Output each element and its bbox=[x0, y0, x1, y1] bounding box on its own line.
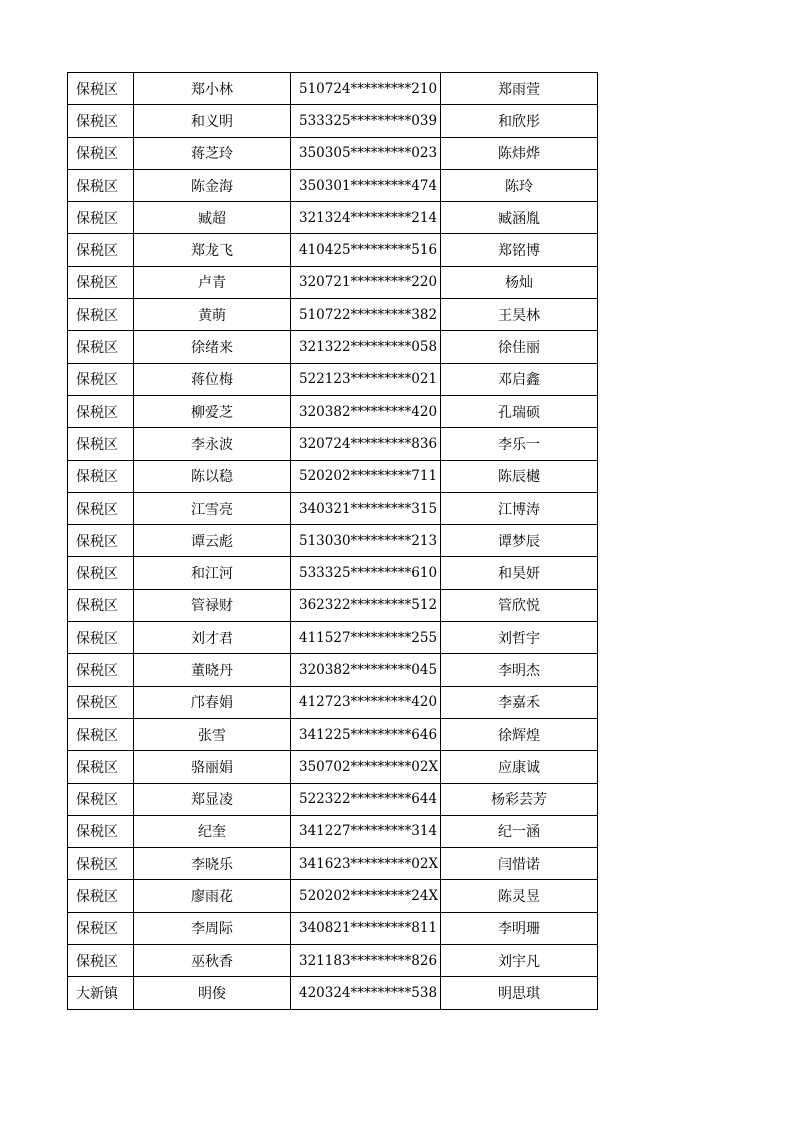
id-number-cell: 513030*********213 bbox=[291, 525, 441, 557]
name-cell: 骆丽娟 bbox=[134, 751, 291, 783]
child-name-cell: 和欣彤 bbox=[441, 105, 598, 137]
id-number-cell: 320724*********836 bbox=[291, 428, 441, 460]
child-name-cell: 纪一涵 bbox=[441, 815, 598, 847]
id-number-cell: 320382*********045 bbox=[291, 654, 441, 686]
table-row bbox=[68, 202, 598, 234]
child-name-cell: 李嘉禾 bbox=[441, 686, 598, 718]
child-name-cell: 江博涛 bbox=[441, 492, 598, 524]
child-name-cell: 杨彩芸芳 bbox=[441, 783, 598, 815]
id-number-cell: 420324*********538 bbox=[291, 977, 441, 1009]
region-cell: 保税区 bbox=[68, 331, 134, 363]
child-name-cell: 陈玲 bbox=[441, 169, 598, 201]
child-name-cell: 郑铭博 bbox=[441, 234, 598, 266]
region-cell: 保税区 bbox=[68, 395, 134, 427]
name-cell: 黄萌 bbox=[134, 299, 291, 331]
table-row bbox=[68, 331, 598, 363]
id-number-cell: 520202*********24X bbox=[291, 880, 441, 912]
region-cell: 保税区 bbox=[68, 234, 134, 266]
name-cell: 巫秋香 bbox=[134, 945, 291, 977]
id-number-cell: 350702*********02X bbox=[291, 751, 441, 783]
id-number-cell: 350305*********023 bbox=[291, 137, 441, 169]
region-cell: 保税区 bbox=[68, 557, 134, 589]
table-row bbox=[68, 945, 598, 977]
table-row bbox=[68, 428, 598, 460]
name-cell: 刘才君 bbox=[134, 622, 291, 654]
table-row bbox=[68, 169, 598, 201]
id-number-cell: 533325*********610 bbox=[291, 557, 441, 589]
table-row bbox=[68, 977, 598, 1009]
region-cell: 保税区 bbox=[68, 654, 134, 686]
region-cell: 保税区 bbox=[68, 880, 134, 912]
name-cell: 陈以稳 bbox=[134, 460, 291, 492]
child-name-cell: 应康诚 bbox=[441, 751, 598, 783]
name-cell: 蒋位梅 bbox=[134, 363, 291, 395]
region-cell: 大新镇 bbox=[68, 977, 134, 1009]
region-cell: 保税区 bbox=[68, 686, 134, 718]
name-cell: 卢青 bbox=[134, 266, 291, 298]
region-cell: 保税区 bbox=[68, 848, 134, 880]
child-name-cell: 李明杰 bbox=[441, 654, 598, 686]
table-row bbox=[68, 557, 598, 589]
id-number-cell: 320721*********220 bbox=[291, 266, 441, 298]
region-cell: 保税区 bbox=[68, 363, 134, 395]
table-row bbox=[68, 589, 598, 621]
name-cell: 郑小林 bbox=[134, 73, 291, 105]
table-row bbox=[68, 880, 598, 912]
table-row bbox=[68, 363, 598, 395]
name-cell: 管禄财 bbox=[134, 589, 291, 621]
id-number-cell: 341225*********646 bbox=[291, 718, 441, 750]
id-number-cell: 362322*********512 bbox=[291, 589, 441, 621]
region-cell: 保税区 bbox=[68, 460, 134, 492]
name-cell: 李周际 bbox=[134, 912, 291, 944]
name-cell: 李永波 bbox=[134, 428, 291, 460]
name-cell: 徐绪来 bbox=[134, 331, 291, 363]
name-cell: 董晓丹 bbox=[134, 654, 291, 686]
id-number-cell: 520202*********711 bbox=[291, 460, 441, 492]
table-row bbox=[68, 622, 598, 654]
table-row bbox=[68, 654, 598, 686]
name-cell: 江雪亮 bbox=[134, 492, 291, 524]
region-cell: 保税区 bbox=[68, 589, 134, 621]
name-cell: 明俊 bbox=[134, 977, 291, 1009]
region-cell: 保税区 bbox=[68, 815, 134, 847]
id-number-cell: 522322*********644 bbox=[291, 783, 441, 815]
child-name-cell: 陈灵昱 bbox=[441, 880, 598, 912]
table-row bbox=[68, 718, 598, 750]
id-number-cell: 320382*********420 bbox=[291, 395, 441, 427]
table-row bbox=[68, 492, 598, 524]
roster-rows bbox=[68, 73, 598, 1010]
region-cell: 保税区 bbox=[68, 751, 134, 783]
child-name-cell: 刘宇凡 bbox=[441, 945, 598, 977]
id-number-cell: 510724*********210 bbox=[291, 73, 441, 105]
name-cell: 廖雨花 bbox=[134, 880, 291, 912]
id-number-cell: 350301*********474 bbox=[291, 169, 441, 201]
child-name-cell: 陈炜烨 bbox=[441, 137, 598, 169]
name-cell: 李晓乐 bbox=[134, 848, 291, 880]
id-number-cell: 510722*********382 bbox=[291, 299, 441, 331]
region-cell: 保税区 bbox=[68, 622, 134, 654]
name-cell: 纪奎 bbox=[134, 815, 291, 847]
child-name-cell: 李明珊 bbox=[441, 912, 598, 944]
table-row bbox=[68, 525, 598, 557]
name-cell: 柳爱芝 bbox=[134, 395, 291, 427]
id-number-cell: 340321*********315 bbox=[291, 492, 441, 524]
region-cell: 保税区 bbox=[68, 137, 134, 169]
region-cell: 保税区 bbox=[68, 492, 134, 524]
table-row bbox=[68, 686, 598, 718]
table-row bbox=[68, 912, 598, 944]
table-row bbox=[68, 266, 598, 298]
child-name-cell: 郑雨萱 bbox=[441, 73, 598, 105]
child-name-cell: 王昊林 bbox=[441, 299, 598, 331]
child-name-cell: 刘哲宇 bbox=[441, 622, 598, 654]
table-row bbox=[68, 299, 598, 331]
region-cell: 保税区 bbox=[68, 718, 134, 750]
child-name-cell: 谭梦辰 bbox=[441, 525, 598, 557]
child-name-cell: 明思琪 bbox=[441, 977, 598, 1009]
id-number-cell: 341623*********02X bbox=[291, 848, 441, 880]
region-cell: 保税区 bbox=[68, 202, 134, 234]
id-number-cell: 321322*********058 bbox=[291, 331, 441, 363]
region-cell: 保税区 bbox=[68, 299, 134, 331]
id-number-cell: 533325*********039 bbox=[291, 105, 441, 137]
region-cell: 保税区 bbox=[68, 783, 134, 815]
name-cell: 和义明 bbox=[134, 105, 291, 137]
name-cell: 蒋芝玲 bbox=[134, 137, 291, 169]
table-row bbox=[68, 234, 598, 266]
child-name-cell: 孔瑞硕 bbox=[441, 395, 598, 427]
id-number-cell: 321324*********214 bbox=[291, 202, 441, 234]
region-cell: 保税区 bbox=[68, 912, 134, 944]
id-number-cell: 321183*********826 bbox=[291, 945, 441, 977]
name-cell: 郑龙飞 bbox=[134, 234, 291, 266]
child-name-cell: 邓启鑫 bbox=[441, 363, 598, 395]
id-number-cell: 341227*********314 bbox=[291, 815, 441, 847]
child-name-cell: 闫惜诺 bbox=[441, 848, 598, 880]
table-row bbox=[68, 751, 598, 783]
name-cell: 和江河 bbox=[134, 557, 291, 589]
region-cell: 保税区 bbox=[68, 945, 134, 977]
table-row bbox=[68, 848, 598, 880]
name-cell: 陈金海 bbox=[134, 169, 291, 201]
region-cell: 保税区 bbox=[68, 428, 134, 460]
child-name-cell: 徐辉煌 bbox=[441, 718, 598, 750]
child-name-cell: 陈辰樾 bbox=[441, 460, 598, 492]
id-number-cell: 412723*********420 bbox=[291, 686, 441, 718]
child-name-cell: 徐佳丽 bbox=[441, 331, 598, 363]
name-cell: 臧超 bbox=[134, 202, 291, 234]
region-cell: 保税区 bbox=[68, 105, 134, 137]
id-number-cell: 410425*********516 bbox=[291, 234, 441, 266]
region-cell: 保税区 bbox=[68, 73, 134, 105]
table-row bbox=[68, 460, 598, 492]
id-number-cell: 340821*********811 bbox=[291, 912, 441, 944]
name-cell: 邝春娟 bbox=[134, 686, 291, 718]
id-number-cell: 522123*********021 bbox=[291, 363, 441, 395]
name-cell: 谭云彪 bbox=[134, 525, 291, 557]
child-name-cell: 和昊妍 bbox=[441, 557, 598, 589]
table-row bbox=[68, 73, 598, 105]
name-cell: 郑显凌 bbox=[134, 783, 291, 815]
roster-table bbox=[67, 72, 598, 1010]
table-row bbox=[68, 395, 598, 427]
region-cell: 保税区 bbox=[68, 525, 134, 557]
region-cell: 保税区 bbox=[68, 266, 134, 298]
table-row bbox=[68, 137, 598, 169]
child-name-cell: 臧涵胤 bbox=[441, 202, 598, 234]
table-row bbox=[68, 105, 598, 137]
child-name-cell: 管欣悦 bbox=[441, 589, 598, 621]
id-number-cell: 411527*********255 bbox=[291, 622, 441, 654]
table-row bbox=[68, 783, 598, 815]
child-name-cell: 李乐一 bbox=[441, 428, 598, 460]
name-cell: 张雪 bbox=[134, 718, 291, 750]
table-row bbox=[68, 815, 598, 847]
region-cell: 保税区 bbox=[68, 169, 134, 201]
child-name-cell: 杨灿 bbox=[441, 266, 598, 298]
